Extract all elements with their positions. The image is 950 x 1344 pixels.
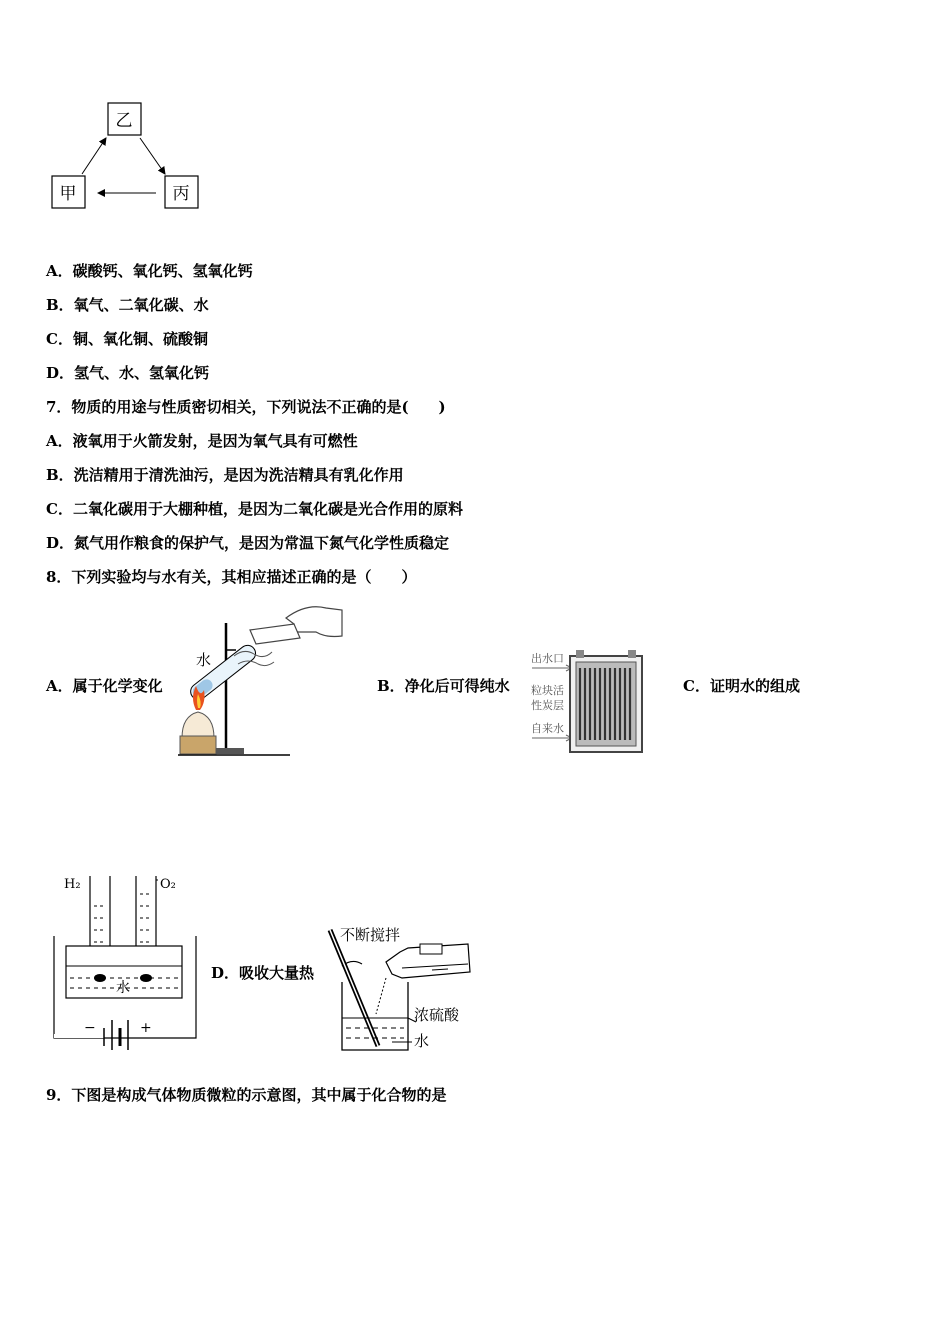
- inlet-label: 自来水: [531, 722, 564, 735]
- minus-label: −: [84, 1020, 96, 1036]
- electrode-left: [94, 974, 106, 982]
- cycle-diagram: [48, 100, 208, 215]
- water-label: 水: [116, 980, 130, 996]
- q6-option-d: D．氢气、水、氢氧化钙: [46, 364, 210, 382]
- figure-electrolysis: [50, 870, 200, 1050]
- q8-option-c: C．证明水的组成: [683, 677, 800, 695]
- figure-heating-tube: [176, 598, 344, 760]
- o2-label: O₂: [160, 877, 176, 892]
- arrow-yi-to-bing: [140, 138, 165, 174]
- carbon-label-1: 粒块活: [531, 684, 564, 697]
- q8-stem: 8．下列实验均与水有关，其相应描述正确的是（ ）: [46, 568, 417, 586]
- q8-option-d: D．吸收大量热: [211, 964, 315, 982]
- q7-option-c: C．二氧化碳用于大棚种植，是因为二氧化碳是光合作用的原料: [46, 500, 463, 518]
- q6-option-a: A．碳酸钙、氧化钙、氢氧化钙: [46, 262, 253, 280]
- stir-label: 不断搅拌: [340, 926, 401, 944]
- q7-option-a: A．液氧用于火箭发射，是因为氧气具有可燃性: [46, 432, 358, 450]
- carbon-label-2: 性炭层: [531, 699, 564, 712]
- h2-label: H₂: [64, 877, 81, 892]
- water-label: 水: [414, 1032, 430, 1050]
- water-label: 水: [196, 651, 212, 669]
- q7-option-d: D．氮气用作粮食的保护气，是因为常温下氮气化学性质稳定: [46, 534, 450, 552]
- outlet-label: 出水口: [531, 652, 564, 665]
- q8-option-b: B．净化后可得纯水: [377, 677, 510, 695]
- figure-dilution: [322, 922, 472, 1058]
- box-jia-label: 甲: [59, 184, 77, 204]
- acid-bottle: [386, 944, 470, 978]
- box-yi-label: 乙: [115, 111, 133, 131]
- q9-stem: 9．下图是构成气体物质微粒的示意图，其中属于化合物的是: [46, 1086, 447, 1104]
- box-bing-label: 丙: [172, 184, 190, 204]
- q7-option-b: B．洗洁精用于清洗油污，是因为洗洁精具有乳化作用: [46, 466, 404, 484]
- alcohol-lamp: [182, 712, 214, 738]
- figure-water-purifier: [528, 648, 648, 754]
- hand-icon: [250, 607, 342, 644]
- acid-label: 浓硫酸: [414, 1006, 460, 1024]
- q7-stem: 7．物质的用途与性质密切相关，下列说法不正确的是( ): [46, 398, 446, 416]
- q8-option-a: A．属于化学变化: [46, 677, 163, 695]
- q6-option-b: B．氧气、二氧化碳、水: [46, 296, 209, 314]
- q6-option-c: C．铜、氧化铜、硫酸铜: [46, 330, 208, 348]
- plus-label: +: [140, 1020, 152, 1036]
- electrode-right: [140, 974, 152, 982]
- arrow-jia-to-yi: [82, 138, 106, 174]
